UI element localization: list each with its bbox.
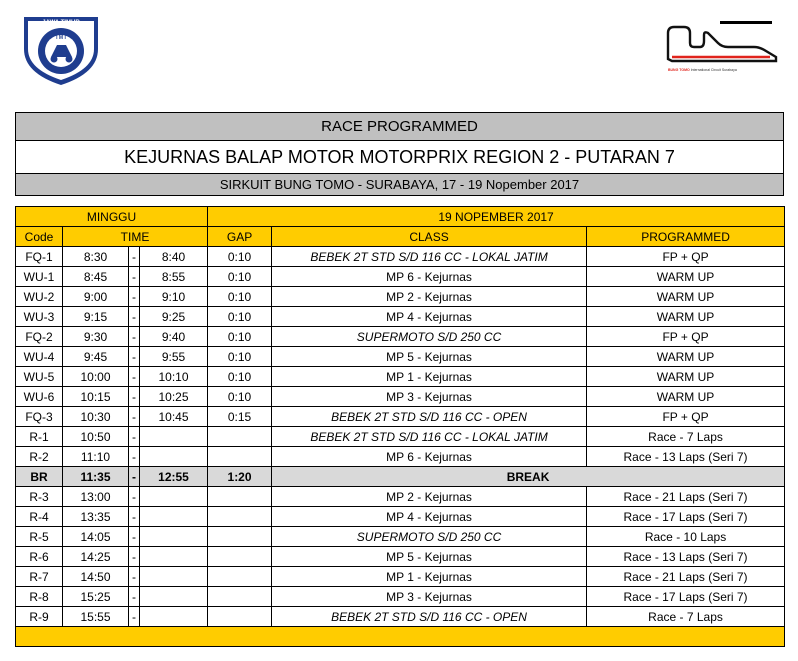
time-separator-cell: - [129,547,140,567]
gap-cell [208,547,272,567]
code-cell: R-3 [16,487,63,507]
end-time-cell: 9:40 [140,327,208,347]
start-time-cell: 10:30 [63,407,129,427]
start-time-cell: 8:45 [63,267,129,287]
class-cell: MP 1 - Kejurnas [272,367,587,387]
code-cell: R-7 [16,567,63,587]
footer-bar-row [16,627,785,647]
programmed-cell: FP + QP [587,247,785,267]
programmed-cell: Race - 7 Laps [587,427,785,447]
race-schedule-table [15,206,785,647]
class-cell: SUPERMOTO S/D 250 CC [272,327,587,347]
schedule-row [16,347,785,367]
gap-cell: 0:15 [208,407,272,427]
gap-cell [208,427,272,447]
code-cell: R-9 [16,607,63,627]
schedule-row [16,427,785,447]
programmed-cell: Race - 17 Laps (Seri 7) [587,587,785,607]
footer-bar [16,627,785,647]
start-time-cell: 9:00 [63,287,129,307]
end-time-cell [140,527,208,547]
schedule-row [16,507,785,527]
start-time-cell: 8:30 [63,247,129,267]
programmed-cell: WARM UP [587,267,785,287]
time-separator-cell: - [129,567,140,587]
gap-cell: 1:20 [208,467,272,487]
schedule-row [16,447,785,467]
code-cell: FQ-2 [16,327,63,347]
logo-emblem-text: I M I [56,35,66,41]
end-time-cell: 12:55 [140,467,208,487]
gap-cell [208,487,272,507]
end-time-cell [140,447,208,467]
schedule-row [16,487,785,507]
gap-cell: 0:10 [208,307,272,327]
class-cell: MP 2 - Kejurnas [272,287,587,307]
time-separator-cell: - [129,407,140,427]
schedule-body [16,207,785,647]
code-cell: WU-4 [16,347,63,367]
programmed-cell: WARM UP [587,387,785,407]
end-time-cell: 9:10 [140,287,208,307]
imi-jawa-timur-logo [16,11,106,87]
class-cell: MP 3 - Kejurnas [272,387,587,407]
schedule-row [16,387,785,407]
code-cell: BR [16,467,63,487]
code-cell: R-1 [16,427,63,447]
code-cell: R-4 [16,507,63,527]
class-cell: MP 1 - Kejurnas [272,567,587,587]
gap-cell [208,527,272,547]
program-header [15,112,784,196]
break-label-cell: BREAK [272,467,785,487]
col-header-time: TIME [63,227,208,247]
col-header-code: Code [16,227,63,247]
time-separator-cell: - [129,267,140,287]
end-time-cell [140,567,208,587]
programmed-cell: Race - 13 Laps (Seri 7) [587,547,785,567]
programmed-cell: WARM UP [587,287,785,307]
start-time-cell: 11:35 [63,467,129,487]
time-separator-cell: - [129,347,140,367]
programmed-cell: WARM UP [587,307,785,327]
break-row [16,467,785,487]
programmed-cell: Race - 7 Laps [587,607,785,627]
end-time-cell [140,487,208,507]
code-cell: FQ-3 [16,407,63,427]
programmed-cell: Race - 21 Laps (Seri 7) [587,567,785,587]
event-name: KEJURNAS BALAP MOTOR MOTORPRIX REGION 2 - PUTARAN 7 [15,141,784,174]
code-cell: R-2 [16,447,63,467]
end-time-cell [140,607,208,627]
end-time-cell: 8:55 [140,267,208,287]
schedule-row [16,547,785,567]
gap-cell [208,607,272,627]
code-cell: FQ-1 [16,247,63,267]
programmed-cell: Race - 21 Laps (Seri 7) [587,487,785,507]
time-separator-cell: - [129,447,140,467]
code-cell: WU-3 [16,307,63,327]
schedule-row [16,567,785,587]
code-cell: WU-2 [16,287,63,307]
end-time-cell: 9:55 [140,347,208,367]
time-separator-cell: - [129,247,140,267]
time-separator-cell: - [129,387,140,407]
class-cell: MP 6 - Kejurnas [272,447,587,467]
start-time-cell: 13:00 [63,487,129,507]
day-cell: MINGGU [16,207,208,227]
gap-cell: 0:10 [208,267,272,287]
code-cell: R-8 [16,587,63,607]
start-time-cell: 10:50 [63,427,129,447]
col-header-programmed: PROGRAMMED [587,227,785,247]
col-header-class: CLASS [272,227,587,247]
column-header-row [16,227,785,247]
start-time-cell: 14:05 [63,527,129,547]
end-time-cell: 10:10 [140,367,208,387]
end-time-cell: 10:25 [140,387,208,407]
start-time-cell: 10:15 [63,387,129,407]
schedule-row [16,587,785,607]
class-cell: MP 2 - Kejurnas [272,487,587,507]
time-separator-cell: - [129,327,140,347]
end-time-cell: 9:25 [140,307,208,327]
time-separator-cell: - [129,467,140,487]
schedule-row [16,307,785,327]
end-time-cell [140,507,208,527]
bung-tomo-circuit-logo [662,19,784,79]
start-time-cell: 15:55 [63,607,129,627]
gap-cell [208,447,272,467]
class-cell: BEBEK 2T STD S/D 116 CC - OPEN [272,607,587,627]
logo-caption [668,67,782,73]
start-time-cell: 9:45 [63,347,129,367]
logo-caption-rest: International Circuit Surabaya [689,68,737,72]
time-separator-cell: - [129,507,140,527]
class-cell: MP 5 - Kejurnas [272,347,587,367]
logo-caption-accent: BUNG TOMO [668,68,690,72]
code-cell: R-5 [16,527,63,547]
schedule-row [16,407,785,427]
class-cell: SUPERMOTO S/D 250 CC [272,527,587,547]
schedule-row [16,527,785,547]
programmed-cell: FP + QP [587,407,785,427]
time-separator-cell: - [129,607,140,627]
end-time-cell [140,547,208,567]
programmed-cell: Race - 10 Laps [587,527,785,547]
programmed-cell: Race - 17 Laps (Seri 7) [587,507,785,527]
time-separator-cell: - [129,307,140,327]
program-title: RACE PROGRAMMED [15,112,784,141]
time-separator-cell: - [129,587,140,607]
start-time-cell: 14:50 [63,567,129,587]
class-cell: MP 6 - Kejurnas [272,267,587,287]
gap-cell: 0:10 [208,287,272,307]
start-time-cell: 14:25 [63,547,129,567]
start-time-cell: 10:00 [63,367,129,387]
col-header-gap: GAP [208,227,272,247]
class-cell: BEBEK 2T STD S/D 116 CC - LOKAL JATIM [272,247,587,267]
programmed-cell: WARM UP [587,347,785,367]
start-time-cell: 15:25 [63,587,129,607]
schedule-row [16,607,785,627]
code-cell: WU-6 [16,387,63,407]
end-time-cell [140,587,208,607]
logo-ring-text: JAWA TIMUR [42,20,80,26]
class-cell: MP 5 - Kejurnas [272,547,587,567]
code-cell: WU-5 [16,367,63,387]
programmed-cell: WARM UP [587,367,785,387]
schedule-row [16,287,785,307]
gap-cell: 0:10 [208,367,272,387]
programmed-cell: FP + QP [587,327,785,347]
time-separator-cell: - [129,287,140,307]
class-cell: MP 4 - Kejurnas [272,507,587,527]
schedule-row [16,247,785,267]
schedule-row [16,267,785,287]
code-cell: WU-1 [16,267,63,287]
start-time-cell: 9:15 [63,307,129,327]
gap-cell [208,567,272,587]
class-cell: BEBEK 2T STD S/D 116 CC - LOKAL JATIM [272,427,587,447]
end-time-cell [140,427,208,447]
gap-cell [208,507,272,527]
time-separator-cell: - [129,367,140,387]
date-cell: 19 NOPEMBER 2017 [208,207,785,227]
programmed-cell: Race - 13 Laps (Seri 7) [587,447,785,467]
class-cell: BEBEK 2T STD S/D 116 CC - OPEN [272,407,587,427]
start-time-cell: 11:10 [63,447,129,467]
gap-cell [208,587,272,607]
gap-cell: 0:10 [208,327,272,347]
class-cell: MP 4 - Kejurnas [272,307,587,327]
venue-and-dates: SIRKUIT BUNG TOMO - SURABAYA, 17 - 19 Nopember 2017 [15,174,784,196]
end-time-cell: 8:40 [140,247,208,267]
end-time-cell: 10:45 [140,407,208,427]
circuit-track-icon [662,19,784,67]
day-date-row [16,207,785,227]
schedule-row [16,367,785,387]
time-separator-cell: - [129,487,140,507]
gap-cell: 0:10 [208,347,272,367]
start-time-cell: 9:30 [63,327,129,347]
gap-cell: 0:10 [208,247,272,267]
schedule-row [16,327,785,347]
time-separator-cell: - [129,527,140,547]
code-cell: R-6 [16,547,63,567]
gap-cell: 0:10 [208,387,272,407]
start-time-cell: 13:35 [63,507,129,527]
time-separator-cell: - [129,427,140,447]
class-cell: MP 3 - Kejurnas [272,587,587,607]
